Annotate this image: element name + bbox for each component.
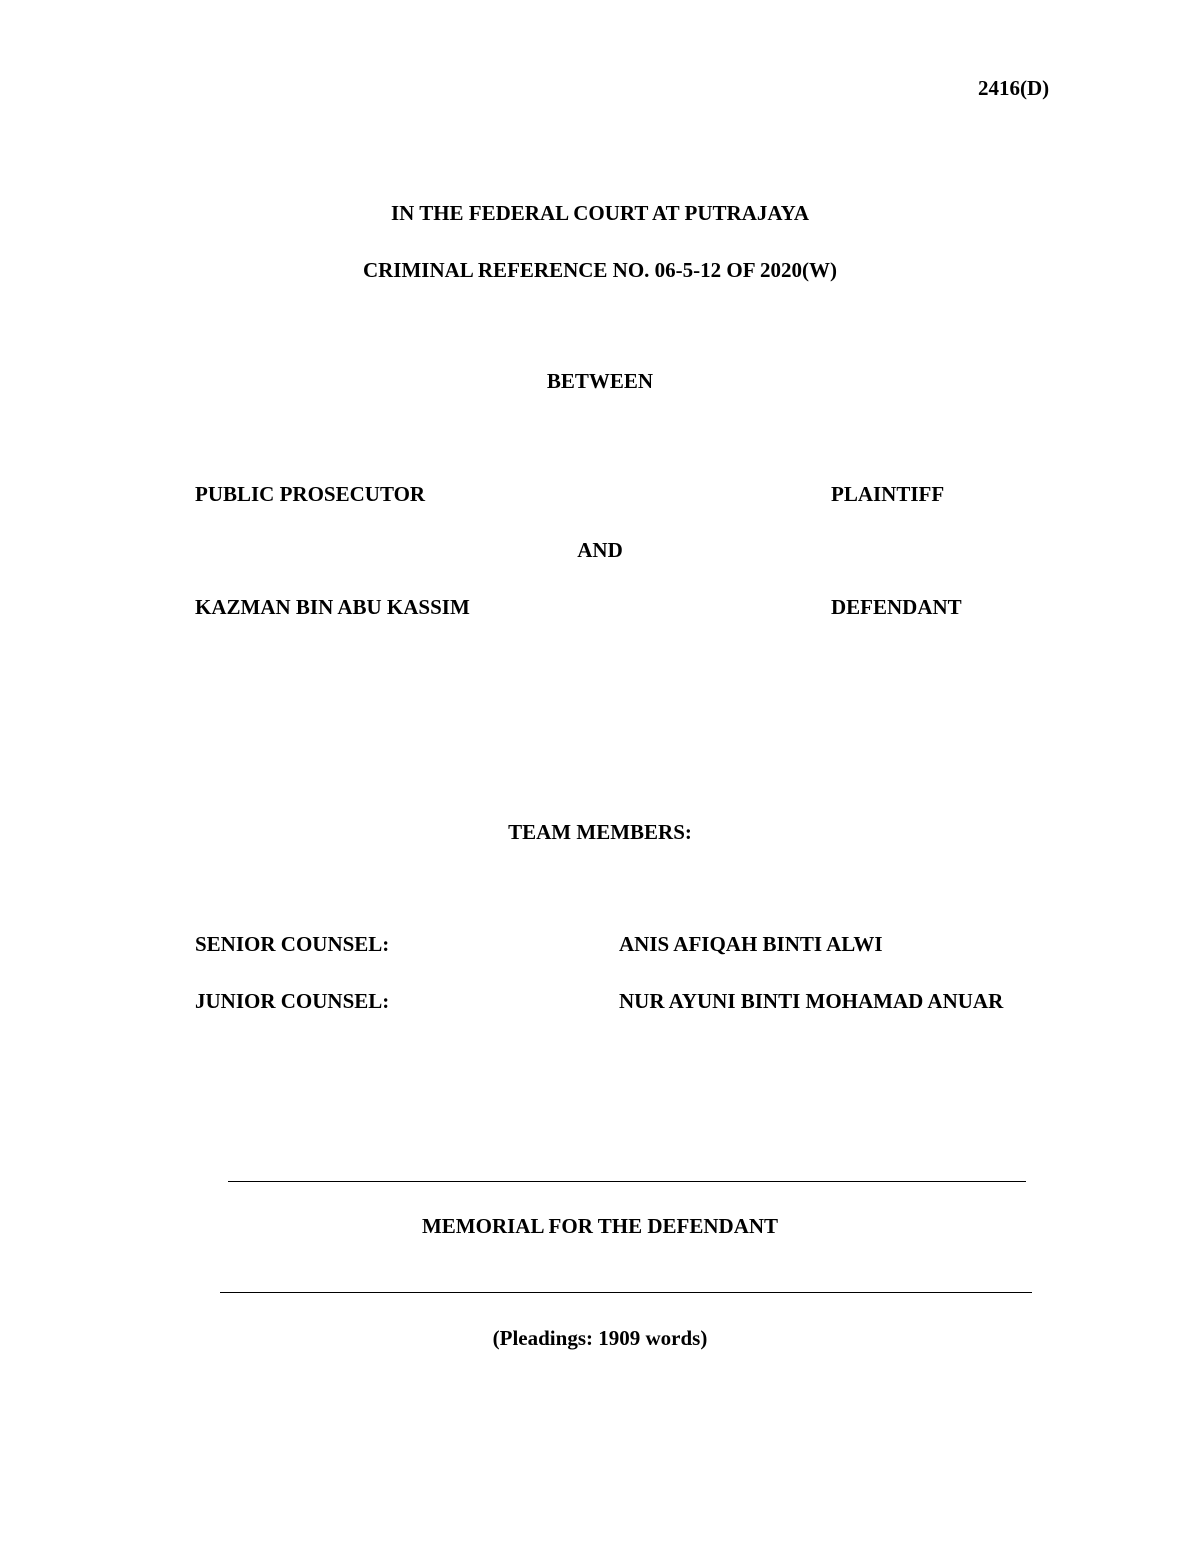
bottom-divider-line [220, 1292, 1032, 1293]
top-divider-line [228, 1181, 1026, 1182]
senior-counsel-label: SENIOR COUNSEL: [195, 932, 390, 956]
junior-counsel-label: JUNIOR COUNSEL: [195, 989, 390, 1013]
defendant-name: KAZMAN BIN ABU KASSIM [195, 595, 470, 619]
team-members-heading: TEAM MEMBERS: [508, 820, 692, 844]
and-label: AND [577, 538, 623, 562]
between-label: BETWEEN [546, 369, 654, 393]
plaintiff-name: PUBLIC PROSECUTOR [195, 482, 426, 506]
junior-counsel-name: NUR AYUNI BINTI MOHAMAD ANUAR [619, 989, 1004, 1013]
senior-counsel-name: ANIS AFIQAH BINTI ALWI [619, 932, 883, 956]
court-heading: IN THE FEDERAL COURT AT PUTRAJAYA [390, 201, 809, 225]
defendant-role: DEFENDANT [831, 595, 962, 619]
team-code: 2416(D) [978, 76, 1050, 100]
case-reference: CRIMINAL REFERENCE NO. 06-5-12 OF 2020(W) [362, 258, 838, 282]
word-count: (Pleadings: 1909 words) [492, 1326, 708, 1350]
memorial-title: MEMORIAL FOR THE DEFENDANT [421, 1214, 779, 1238]
plaintiff-role: PLAINTIFF [831, 482, 945, 506]
